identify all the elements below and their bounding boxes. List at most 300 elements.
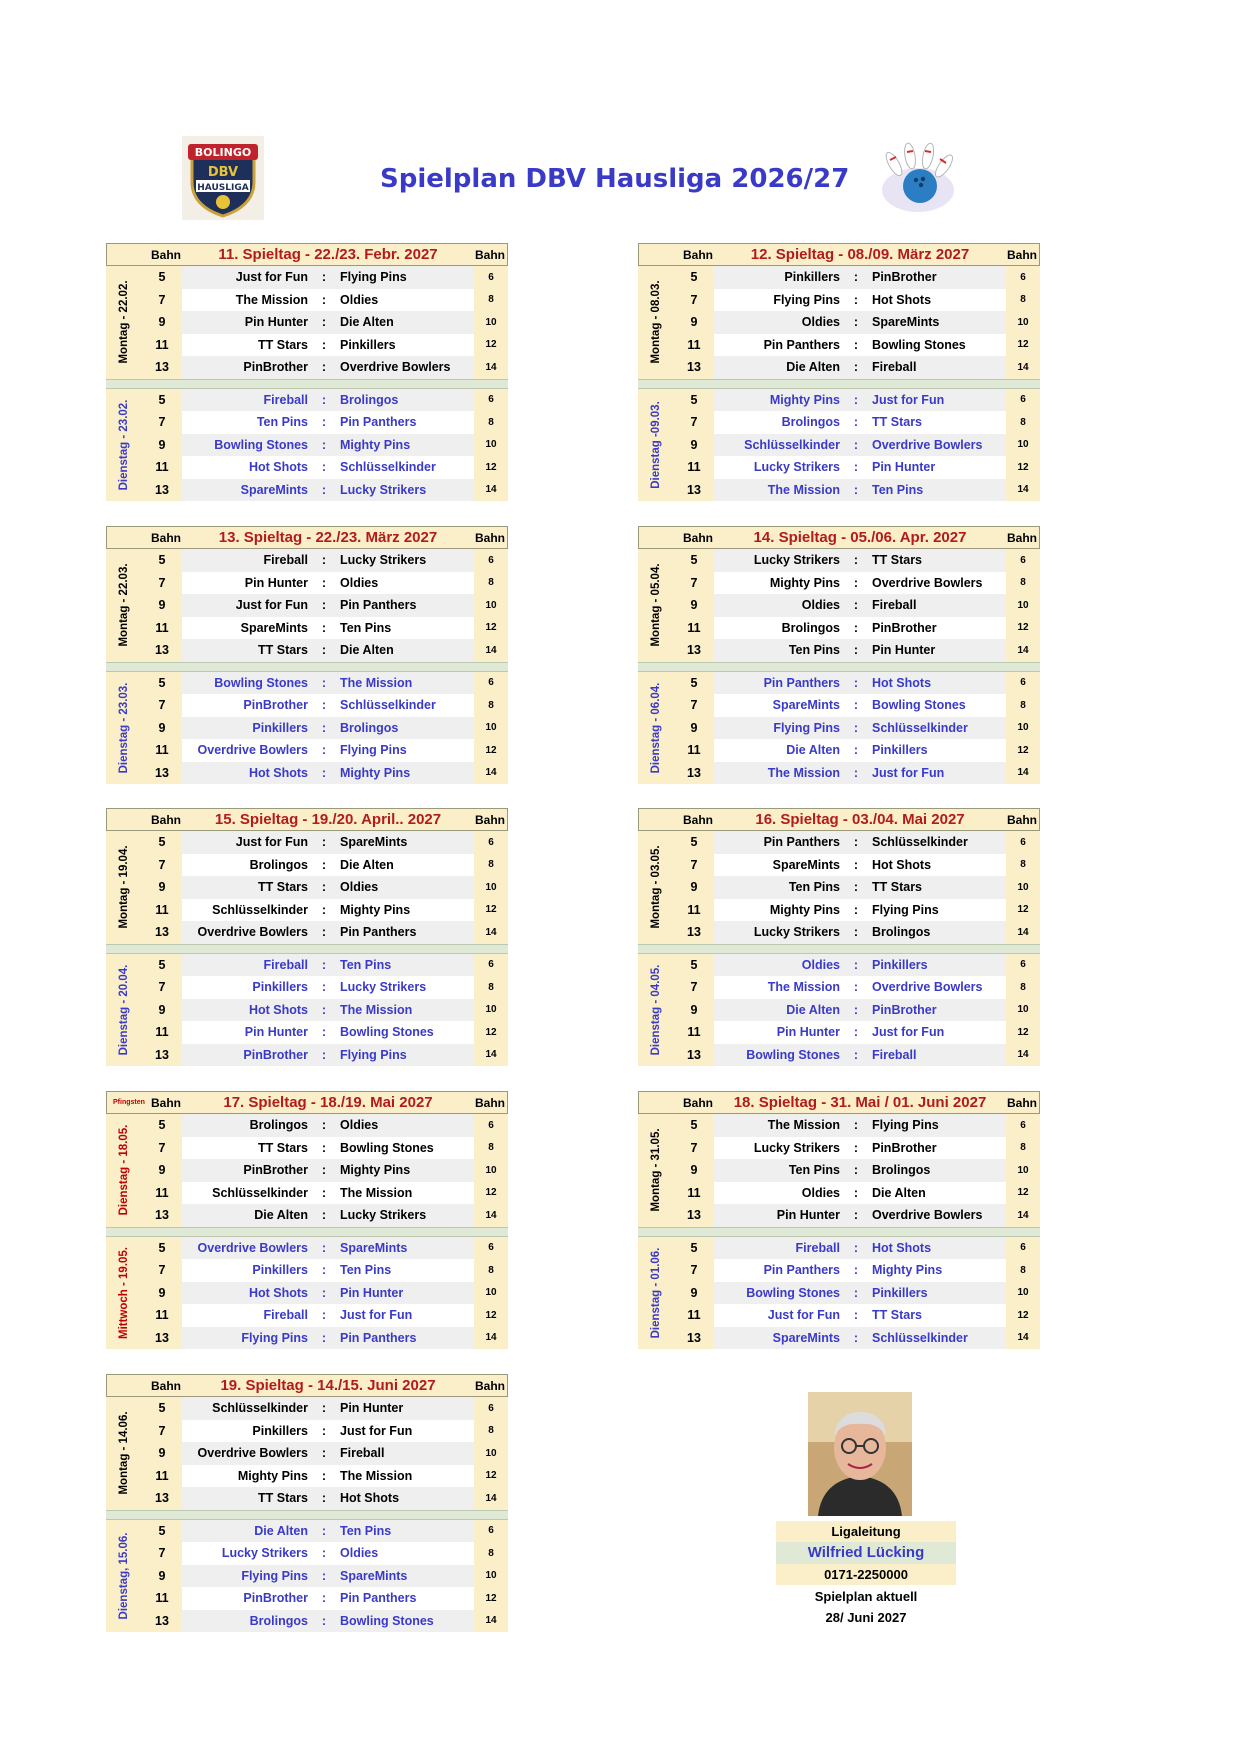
lane-away: 8 — [488, 1425, 494, 1437]
match-row — [674, 739, 1040, 762]
lane-away: 10 — [1017, 881, 1029, 893]
lane-away: 14 — [485, 1615, 497, 1627]
lane-home: 7 — [158, 575, 166, 590]
lane-home: 7 — [690, 1263, 698, 1278]
colon: : — [321, 1591, 327, 1606]
lane-home: 7 — [158, 1140, 166, 1155]
lane-home: 9 — [690, 720, 698, 735]
bahn-label-right: Bahn — [475, 1378, 505, 1393]
away-team: Die Alten — [340, 857, 394, 872]
match-row — [674, 831, 1040, 854]
spieltag-header — [638, 1091, 1040, 1114]
lane-home: 13 — [687, 1047, 701, 1062]
away-team: Lucky Strikers — [340, 553, 427, 568]
home-team: Pinkillers — [252, 1263, 308, 1278]
colon: : — [321, 1546, 327, 1561]
home-team: The Mission — [767, 1118, 840, 1133]
away-team: Ten Pins — [340, 620, 392, 635]
away-team: Pinkillers — [872, 1285, 928, 1300]
away-team: Schlüsselkinder — [340, 460, 436, 475]
svg-text:HAUSLIGA: HAUSLIGA — [197, 183, 249, 193]
colon: : — [321, 292, 327, 307]
match-row — [674, 334, 1040, 357]
match-row — [142, 1021, 508, 1044]
spieltag-title: 17. Spieltag - 18./19. Mai 2027 — [223, 1094, 433, 1111]
contact-photo — [808, 1392, 912, 1516]
home-team: Pin Panthers — [763, 1263, 840, 1278]
spieltag-header — [106, 526, 508, 549]
lane-away: 14 — [485, 1332, 497, 1344]
svg-text:BOLINGO: BOLINGO — [194, 146, 252, 159]
lane-home: 11 — [687, 460, 701, 475]
match-row — [674, 1327, 1040, 1350]
colon: : — [853, 337, 859, 352]
lane-away: 6 — [1020, 394, 1026, 406]
home-team: Overdrive Bowlers — [197, 925, 308, 940]
colon: : — [853, 720, 859, 735]
lane-away: 10 — [485, 1287, 497, 1299]
match-row — [142, 1565, 508, 1588]
away-team: Oldies — [340, 1546, 379, 1561]
day-label: Mittwoch - 19.05. — [118, 1246, 130, 1339]
colon: : — [853, 460, 859, 475]
spieltag-block — [638, 808, 1040, 1066]
bahn-label-right: Bahn — [475, 530, 505, 545]
bahn-label-left: Bahn — [683, 530, 713, 545]
away-team: TT Stars — [872, 1308, 923, 1323]
spieltag-block — [106, 1374, 508, 1632]
home-team: Schlüsselkinder — [744, 437, 840, 452]
home-team: Pin Panthers — [763, 337, 840, 352]
lane-home: 13 — [687, 925, 701, 940]
colon: : — [321, 1118, 327, 1133]
lane-home: 5 — [690, 1240, 698, 1255]
bahn-label-left: Bahn — [683, 1095, 713, 1110]
match-row — [674, 1237, 1040, 1260]
colon: : — [321, 698, 327, 713]
home-team: Lucky Strikers — [753, 460, 840, 475]
spieltag-header — [106, 1091, 508, 1114]
lane-away: 8 — [488, 1264, 494, 1276]
away-team: Just for Fun — [872, 392, 945, 407]
lane-home: 11 — [687, 902, 701, 917]
away-team: Hot Shots — [872, 675, 932, 690]
colon: : — [853, 743, 859, 758]
home-team: Mighty Pins — [769, 575, 840, 590]
bahn-label-left: Bahn — [683, 812, 713, 827]
home-team: Schlüsselkinder — [212, 902, 308, 917]
spieltag-header — [106, 808, 508, 831]
spieltag-block — [106, 808, 508, 1066]
colon: : — [321, 1140, 327, 1155]
match-row — [674, 976, 1040, 999]
home-team: SpareMints — [240, 620, 308, 635]
lane-home: 7 — [158, 698, 166, 713]
day-label: Montag - 22.02. — [118, 280, 130, 364]
lane-away: 12 — [485, 1309, 497, 1321]
colon: : — [853, 765, 859, 780]
match-row — [142, 289, 508, 312]
colon: : — [321, 1208, 327, 1223]
bahn-label-left: Bahn — [151, 812, 181, 827]
away-team: Ten Pins — [872, 482, 924, 497]
away-team: Pin Panthers — [340, 598, 417, 613]
home-team: TT Stars — [257, 337, 308, 352]
lane-away: 10 — [485, 722, 497, 734]
away-team: Die Alten — [340, 315, 394, 330]
lane-away: 12 — [485, 744, 497, 756]
match-row — [142, 1587, 508, 1610]
away-team: PinBrother — [872, 270, 937, 285]
match-row — [674, 356, 1040, 379]
match-row — [142, 1465, 508, 1488]
lane-away: 6 — [488, 1119, 494, 1131]
lane-away: 8 — [488, 859, 494, 871]
spieltag-header — [106, 243, 508, 266]
lane-away: 14 — [485, 926, 497, 938]
colon: : — [853, 270, 859, 285]
home-team: Flying Pins — [773, 292, 840, 307]
away-team: Pinkillers — [872, 743, 928, 758]
colon: : — [853, 957, 859, 972]
lane-home: 7 — [158, 292, 166, 307]
home-team: Just for Fun — [235, 835, 308, 850]
lane-home: 11 — [155, 1308, 169, 1323]
match-row — [142, 694, 508, 717]
colon: : — [321, 765, 327, 780]
home-team: Flying Pins — [241, 1568, 308, 1583]
match-row — [674, 456, 1040, 479]
lane-away: 8 — [1020, 416, 1026, 428]
home-team: Lucky Strikers — [753, 925, 840, 940]
lane-home: 13 — [155, 1047, 169, 1062]
lane-away: 10 — [485, 1447, 497, 1459]
lane-away: 12 — [1017, 339, 1029, 351]
lane-home: 13 — [155, 1613, 169, 1628]
lane-home: 5 — [690, 392, 698, 407]
lane-home: 9 — [158, 315, 166, 330]
spieltag-header — [638, 526, 1040, 549]
lane-home: 7 — [690, 980, 698, 995]
day-section — [638, 831, 1040, 944]
colon: : — [853, 315, 859, 330]
colon: : — [853, 360, 859, 375]
lane-away: 12 — [485, 1187, 497, 1199]
away-team: Pinkillers — [872, 957, 928, 972]
match-row — [674, 999, 1040, 1022]
match-row — [674, 1304, 1040, 1327]
lane-away: 10 — [1017, 439, 1029, 451]
day-label: Montag - 05.04. — [650, 563, 662, 647]
lane-away: 14 — [485, 484, 497, 496]
lane-home: 11 — [687, 1185, 701, 1200]
match-row — [674, 434, 1040, 457]
match-row — [674, 672, 1040, 695]
day-label: Dienstag - 20.04. — [118, 964, 130, 1056]
home-team: Brolingos — [781, 620, 840, 635]
colon: : — [321, 902, 327, 917]
lane-home: 11 — [155, 1185, 169, 1200]
lane-home: 13 — [687, 765, 701, 780]
svg-text:DBV: DBV — [207, 165, 239, 180]
home-team: Ten Pins — [256, 415, 308, 430]
day-section — [106, 1237, 508, 1350]
home-team: The Mission — [767, 765, 840, 780]
home-team: Flying Pins — [773, 720, 840, 735]
match-row — [674, 899, 1040, 922]
day-separator — [106, 379, 508, 389]
colon: : — [321, 1401, 327, 1416]
lane-away: 6 — [488, 1402, 494, 1414]
colon: : — [321, 1285, 327, 1300]
away-team: SpareMints — [340, 835, 408, 850]
colon: : — [853, 392, 859, 407]
match-row — [142, 1204, 508, 1227]
home-team: Pinkillers — [784, 270, 840, 285]
home-team: Schlüsselkinder — [212, 1401, 308, 1416]
colon: : — [321, 1002, 327, 1017]
match-row — [142, 549, 508, 572]
match-row — [142, 456, 508, 479]
away-team: Bowling Stones — [872, 698, 966, 713]
colon: : — [321, 620, 327, 635]
home-team: TT Stars — [257, 880, 308, 895]
lane-away: 14 — [1017, 767, 1029, 779]
lane-away: 8 — [488, 981, 494, 993]
away-team: Pin Panthers — [340, 925, 417, 940]
home-team: PinBrother — [243, 698, 308, 713]
home-team: Die Alten — [786, 1002, 840, 1017]
match-row — [674, 1259, 1040, 1282]
lane-home: 13 — [155, 765, 169, 780]
day-section — [638, 549, 1040, 662]
lane-away: 8 — [1020, 577, 1026, 589]
match-row — [142, 1259, 508, 1282]
lane-away: 6 — [1020, 677, 1026, 689]
day-label: Montag - 14.06. — [118, 1411, 130, 1495]
day-section — [638, 954, 1040, 1067]
lane-home: 7 — [690, 292, 698, 307]
lane-away: 8 — [1020, 1264, 1026, 1276]
colon: : — [321, 575, 327, 590]
colon: : — [321, 1523, 327, 1538]
lane-away: 14 — [485, 1209, 497, 1221]
colon: : — [321, 1491, 327, 1506]
match-row — [674, 921, 1040, 944]
home-team: Pin Hunter — [244, 315, 308, 330]
lane-home: 11 — [687, 743, 701, 758]
match-row — [142, 411, 508, 434]
lane-home: 5 — [690, 1118, 698, 1133]
away-team: Brolingos — [340, 720, 399, 735]
away-team: The Mission — [340, 675, 413, 690]
home-team: Pinkillers — [252, 980, 308, 995]
home-team: SpareMints — [240, 482, 308, 497]
lane-away: 14 — [485, 1049, 497, 1061]
home-team: PinBrother — [243, 1591, 308, 1606]
colon: : — [321, 1446, 327, 1461]
lane-away: 14 — [1017, 644, 1029, 656]
match-row — [674, 954, 1040, 977]
spieltag-title: 13. Spieltag - 22./23. März 2027 — [218, 529, 438, 546]
contact-phone: 0171-2250000 — [776, 1564, 956, 1585]
day-separator — [638, 1227, 1040, 1237]
match-row — [674, 266, 1040, 289]
home-team: Pin Hunter — [776, 1025, 840, 1040]
match-row — [674, 1282, 1040, 1305]
match-row — [674, 1159, 1040, 1182]
lane-home: 13 — [155, 643, 169, 658]
lane-away: 14 — [1017, 926, 1029, 938]
away-team: TT Stars — [872, 880, 923, 895]
bahn-label-left: Bahn — [151, 530, 181, 545]
lane-away: 12 — [1017, 744, 1029, 756]
updated-date: 28/ Juni 2027 — [825, 1610, 907, 1625]
colon: : — [321, 957, 327, 972]
lane-away: 14 — [485, 1492, 497, 1504]
home-team: PinBrother — [243, 1163, 308, 1178]
match-row — [142, 739, 508, 762]
lane-home: 7 — [158, 980, 166, 995]
away-team: Hot Shots — [872, 292, 932, 307]
lane-home: 11 — [155, 620, 169, 635]
day-section — [106, 954, 508, 1067]
page-title: Spielplan DBV Hausliga 2026/27 — [380, 164, 850, 194]
lane-away: 10 — [1017, 599, 1029, 611]
lane-away: 10 — [1017, 722, 1029, 734]
away-team: Oldies — [340, 880, 379, 895]
match-row — [674, 1044, 1040, 1067]
home-team: SpareMints — [772, 698, 840, 713]
away-team: PinBrother — [872, 1140, 937, 1155]
colon: : — [853, 880, 859, 895]
lane-away: 10 — [485, 316, 497, 328]
away-team: Flying Pins — [340, 743, 407, 758]
home-team: Die Alten — [254, 1523, 308, 1538]
colon: : — [321, 482, 327, 497]
lane-away: 12 — [485, 1026, 497, 1038]
match-row — [142, 1520, 508, 1543]
colon: : — [853, 1140, 859, 1155]
home-team: Mighty Pins — [769, 392, 840, 407]
away-team: Overdrive Bowlers — [872, 980, 983, 995]
colon: : — [321, 360, 327, 375]
home-team: PinBrother — [243, 1047, 308, 1062]
away-team: Schlüsselkinder — [872, 720, 968, 735]
away-team: TT Stars — [872, 415, 923, 430]
away-team: Lucky Strikers — [340, 1208, 427, 1223]
day-section — [106, 831, 508, 944]
lane-away: 12 — [1017, 1309, 1029, 1321]
bahn-label-right: Bahn — [1007, 1095, 1037, 1110]
colon: : — [321, 857, 327, 872]
match-row — [674, 594, 1040, 617]
match-row — [142, 1114, 508, 1137]
updated-label: Spielplan aktuell — [814, 1589, 918, 1604]
lane-home: 5 — [158, 1118, 166, 1133]
day-separator — [638, 379, 1040, 389]
lane-home: 9 — [690, 1163, 698, 1178]
holiday-note: Pfingsten — [113, 1098, 145, 1106]
lane-away: 6 — [1020, 1242, 1026, 1254]
colon: : — [321, 643, 327, 658]
home-team: Bowling Stones — [214, 437, 308, 452]
home-team: TT Stars — [257, 1491, 308, 1506]
home-team: The Mission — [767, 980, 840, 995]
colon: : — [853, 575, 859, 590]
home-team: Ten Pins — [788, 1163, 840, 1178]
home-team: Fireball — [263, 957, 308, 972]
home-team: Hot Shots — [248, 765, 308, 780]
colon: : — [321, 337, 327, 352]
day-label: Dienstag -09.03. — [650, 400, 662, 489]
match-row — [674, 1204, 1040, 1227]
match-row — [142, 976, 508, 999]
lane-home: 9 — [158, 1163, 166, 1178]
home-team: PinBrother — [243, 360, 308, 375]
match-row — [142, 717, 508, 740]
home-team: Just for Fun — [235, 270, 308, 285]
colon: : — [853, 620, 859, 635]
lane-home: 9 — [690, 315, 698, 330]
lane-home: 13 — [155, 925, 169, 940]
match-row — [674, 1114, 1040, 1137]
lane-away: 8 — [1020, 294, 1026, 306]
home-team: SpareMints — [772, 857, 840, 872]
home-team: Mighty Pins — [769, 902, 840, 917]
day-section — [638, 672, 1040, 785]
lane-home: 11 — [155, 1468, 169, 1483]
lane-home: 11 — [687, 1308, 701, 1323]
lane-home: 13 — [687, 1208, 701, 1223]
day-section — [106, 1397, 508, 1510]
day-label: Dienstag - 06.04. — [650, 682, 662, 774]
bolingo-logo — [182, 136, 264, 220]
home-team: Fireball — [263, 392, 308, 407]
colon: : — [853, 1330, 859, 1345]
spieltag-title: 19. Spieltag - 14./15. Juni 2027 — [220, 1377, 436, 1394]
lane-away: 6 — [488, 554, 494, 566]
lane-away: 12 — [1017, 622, 1029, 634]
away-team: SpareMints — [872, 315, 940, 330]
away-team: Bowling Stones — [340, 1613, 434, 1628]
away-team: Die Alten — [340, 643, 394, 658]
match-row — [674, 572, 1040, 595]
match-row — [142, 356, 508, 379]
match-row — [142, 1610, 508, 1633]
lane-home: 13 — [687, 1330, 701, 1345]
away-team: Lucky Strikers — [340, 482, 427, 497]
day-section — [106, 266, 508, 379]
lane-away: 10 — [485, 1164, 497, 1176]
colon: : — [321, 315, 327, 330]
colon: : — [853, 482, 859, 497]
match-row — [674, 1021, 1040, 1044]
lane-away: 8 — [1020, 699, 1026, 711]
away-team: Flying Pins — [340, 1047, 407, 1062]
away-team: SpareMints — [340, 1240, 408, 1255]
colon: : — [853, 1285, 859, 1300]
lane-away: 6 — [1020, 554, 1026, 566]
away-team: Ten Pins — [340, 957, 392, 972]
colon: : — [853, 1163, 859, 1178]
day-section — [638, 1114, 1040, 1227]
away-team: Mighty Pins — [340, 902, 411, 917]
day-separator — [106, 662, 508, 672]
lane-home: 7 — [158, 1263, 166, 1278]
match-row — [142, 954, 508, 977]
away-team: Pin Hunter — [872, 643, 936, 658]
